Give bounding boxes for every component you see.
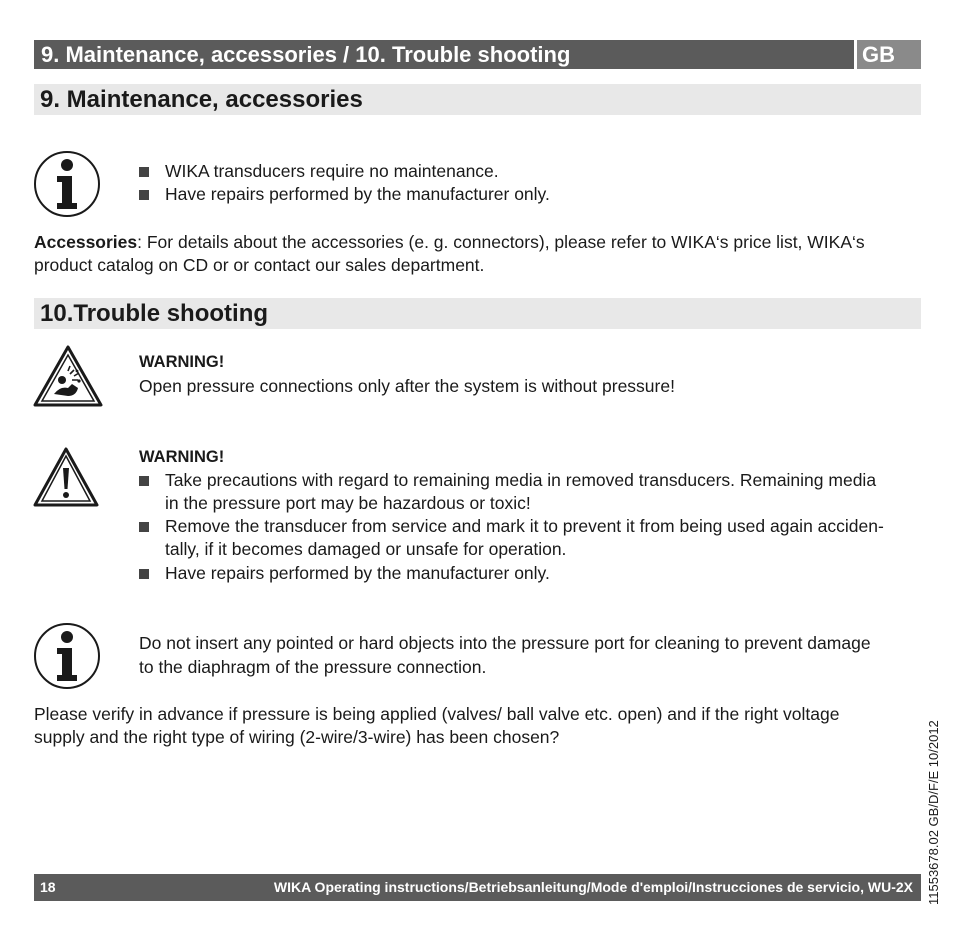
document-code: 11553678.02 GB/D/F/E 10/2012 <box>926 720 941 905</box>
accessories-label: Accessories <box>34 232 138 252</box>
warning-2-bullet-2-line-2: tally, if it becomes damaged or unsafe for operation. <box>165 539 567 559</box>
warning-1-label: WARNING! <box>139 353 225 371</box>
accessories-paragraph-line-2: product catalog on CD or or contact our sales department. <box>34 255 485 275</box>
page-number: 18 <box>40 879 56 895</box>
language-label: GB <box>862 42 895 67</box>
bullet-marker <box>139 569 149 579</box>
warning-2-bullet-1-line-2: in the pressure port may be hazardous or toxic! <box>165 493 531 513</box>
section-10-title: 10.Trouble shooting <box>40 300 269 327</box>
maintenance-bullet-2: Have repairs performed by the manufacturer only. <box>165 184 550 204</box>
info-icon <box>33 150 101 218</box>
warning-2-bullet-1-line-1: Take precautions with regard to remaining media in removed transducers. Remaining media <box>165 470 877 490</box>
page-header-title: 9. Maintenance, accessories / 10. Trouble shooting <box>41 42 571 67</box>
accessories-text: : For details about the accessories (e. g. connectors), please refer to WIKA‘s price list, WIKA‘s <box>137 232 865 252</box>
exclamation-warning-icon <box>32 446 100 508</box>
bullet-marker <box>139 476 149 486</box>
accessories-paragraph-line-1 <box>34 231 865 255</box>
footer-text: WIKA Operating instructions/Betriebsanleitung/Mode d'emploi/Instrucciones de servicio, WU-2X <box>273 879 913 895</box>
verify-paragraph-line-1: Please verify in advance if pressure is being applied (valves/ ball valve etc. open) and if the right voltage <box>34 704 840 724</box>
bullet-marker <box>139 167 149 177</box>
bullet-marker <box>139 522 149 532</box>
warning-2-label: WARNING! <box>139 448 225 466</box>
bullet-marker <box>139 190 149 200</box>
warning-1-text: Open pressure connections only after the system is without pressure! <box>139 376 675 396</box>
section-9-title: 9. Maintenance, accessories <box>40 86 363 113</box>
warning-2-bullet-2-line-1: Remove the transducer from service and mark it to prevent it from being used again acciden- <box>165 516 884 536</box>
pressure-hazard-warning-icon <box>32 344 104 408</box>
cleaning-note-line-1: Do not insert any pointed or hard objects into the pressure port for cleaning to prevent damage <box>139 633 871 653</box>
verify-paragraph-line-2: supply and the right type of wiring (2-wire/3-wire) has been chosen? <box>34 727 560 747</box>
maintenance-bullet-1: WIKA transducers require no maintenance. <box>165 161 499 181</box>
cleaning-note-line-2: to the diaphragm of the pressure connection. <box>139 657 487 677</box>
info-icon <box>33 622 101 690</box>
warning-2-bullet-3: Have repairs performed by the manufacturer only. <box>165 563 550 583</box>
